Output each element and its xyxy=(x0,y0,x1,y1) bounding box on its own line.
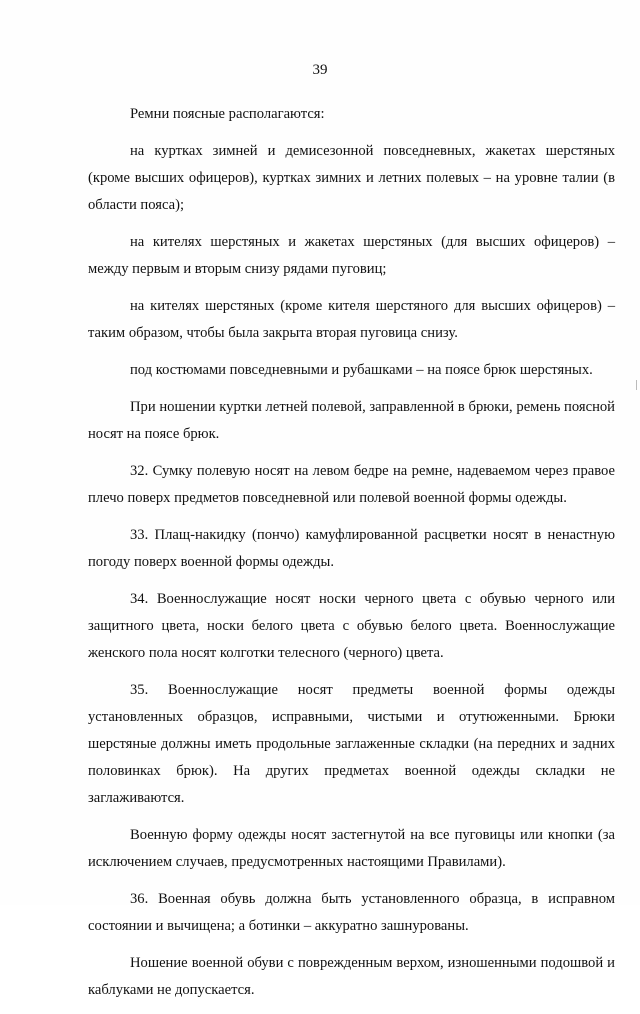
paragraph: на куртках зимней и демисезонной повседневных, жакетах шерстяных (кроме высших офицеров), куртках зимних и летних полевых – на уровне талии (в области пояса); xyxy=(88,143,615,213)
paragraph: на кителях шерстяных (кроме кителя шерстяного для высших офицеров) – таким образом, чтобы была закрыта вторая пуговица снизу. xyxy=(88,298,615,341)
paragraph: Ремни поясные располагаются: xyxy=(130,106,325,122)
document-body xyxy=(88,101,615,1014)
page-number: 39 xyxy=(312,62,328,78)
paragraph: При ношении куртки летней полевой, заправленной в брюки, ремень поясной носят на поясе брюк. xyxy=(88,399,615,442)
paragraph: Ношение военной обуви с поврежденным верхом, изношенными подошвой и каблуками не допускается. xyxy=(88,955,615,998)
paragraph: под костюмами повседневными и рубашками – на поясе брюк шерстяных. xyxy=(130,362,593,378)
paragraph: Военную форму одежды носят застегнутой на все пуговицы или кнопки (за исключением случаев, предусмотренных настоящими Правилами). xyxy=(88,827,615,870)
scan-edge-mark xyxy=(636,380,637,390)
paragraph: 35. Военнослужащие носят предметы военной формы одежды установленных образцов, исправными, чистыми и отутюженными. Брюки шерстяные должны иметь продольные заглаженные складки (на передних и задних половинках брюк). На других предметах военной одежды складки не заглаживаются. xyxy=(88,682,615,806)
paragraph: 33. Плащ-накидку (пончо) камуфлированной расцветки носят в ненастную погоду поверх военной формы одежды. xyxy=(88,527,615,570)
paragraph: на кителях шерстяных и жакетах шерстяных (для высших офицеров) – между первым и вторым снизу рядами пуговиц; xyxy=(88,234,615,277)
paragraph: 36. Военная обувь должна быть установленного образца, в исправном состоянии и вычищена; а ботинки – аккуратно зашнурованы. xyxy=(88,891,615,934)
paragraph: 34. Военнослужащие носят носки черного цвета с обувью черного или защитного цвета, носки белого цвета с обувью белого цвета. Военнослужащие женского пола носят колготки телесного (черного) цвета. xyxy=(88,591,615,661)
paragraph: 32. Сумку полевую носят на левом бедре на ремне, надеваемом через правое плечо поверх предметов повседневной или полевой военной формы одежды. xyxy=(88,463,615,506)
